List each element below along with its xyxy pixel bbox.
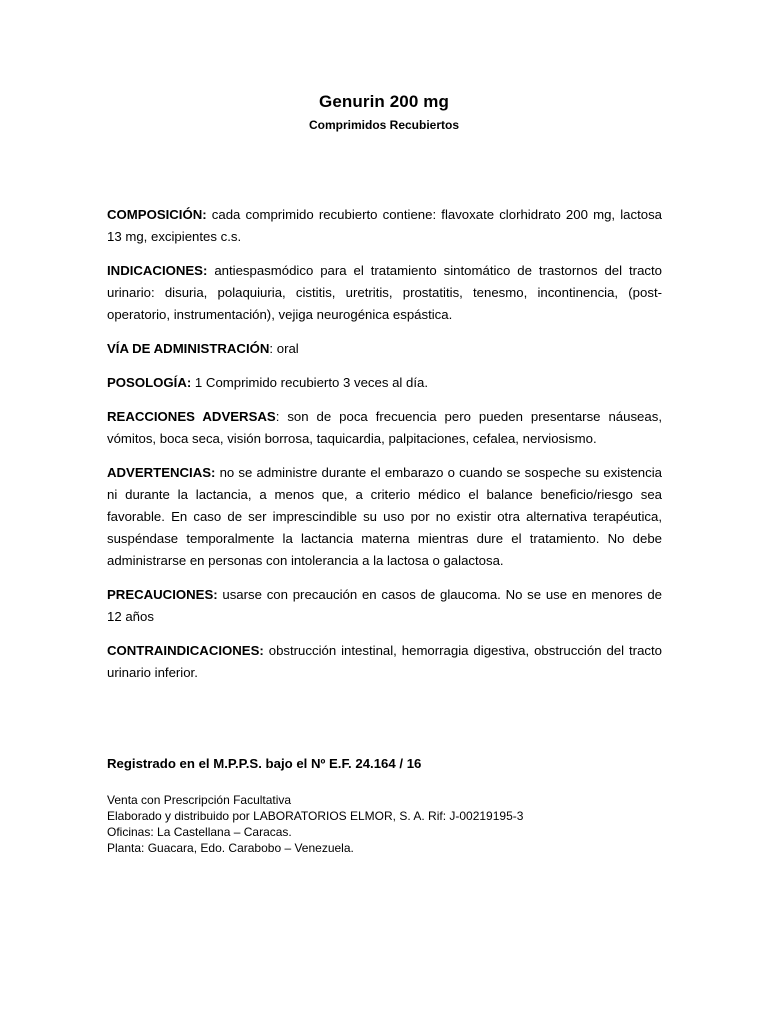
section-reacciones-adversas	[107, 406, 662, 450]
section-label: POSOLOGÍA:	[107, 375, 192, 390]
section-indicaciones	[107, 260, 662, 326]
footer-plant: Planta: Guacara, Edo. Carabobo – Venezuela.	[107, 841, 354, 855]
section-label: REACCIONES ADVERSAS	[107, 409, 276, 424]
section-label: ADVERTENCIAS:	[107, 465, 216, 480]
section-text: no se administre durante el embarazo o cuando se sospeche su existencia ni durante la lactancia, a menos que, a criterio médico el balance beneficio/riesgo sea favorable. En caso de ser imprescindible su uso por no existir otra alternativa terapéutica, suspéndase temporalmente la lactancia materna mientras dure el tratamiento. No debe administrarse en personas con intolerancia a la lactosa o galactosa.	[107, 465, 662, 568]
section-contraindicaciones	[107, 640, 662, 684]
section-via-administracion	[107, 338, 662, 360]
document-body	[107, 204, 662, 696]
section-label: CONTRAINDICACIONES:	[107, 643, 264, 658]
section-text: cada comprimido recubierto contiene: flavoxate clorhidrato 200 mg, lactosa 13 mg, excipientes c.s.	[107, 207, 662, 244]
section-text: usarse con precaución en casos de glaucoma. No se use en menores de 12 años	[107, 587, 662, 624]
footer-block	[107, 792, 662, 856]
section-text: : oral	[269, 341, 299, 356]
registration-line: Registrado en el M.P.P.S. bajo el Nº E.F. 24.164 / 16	[107, 756, 422, 771]
section-text: 1 Comprimido recubierto 3 veces al día.	[191, 375, 429, 390]
document-title: Genurin 200 mg	[319, 92, 449, 111]
section-label: PRECAUCIONES:	[107, 587, 218, 602]
section-label: COMPOSICIÓN:	[107, 207, 207, 222]
section-text: antiespasmódico para el tratamiento sintomático de trastornos del tracto urinario: disuria, polaquiuria, cistitis, uretritis, prostatitis, tenesmo, incontinencia, (post-operatorio, instrumentación), vejiga neurogénica espástica.	[107, 263, 662, 322]
footer-sale-condition: Venta con Prescripción Facultativa	[107, 793, 292, 807]
section-posologia	[107, 372, 662, 394]
section-composicion	[107, 204, 662, 248]
section-text: obstrucción intestinal, hemorragia digestiva, obstrucción del tracto urinario inferior.	[107, 643, 662, 680]
section-advertencias	[107, 462, 662, 572]
footer-manufacturer: Elaborado y distribuido por LABORATORIOS ELMOR, S. A. Rif: J-00219195-3	[107, 809, 524, 823]
document-subtitle: Comprimidos Recubiertos	[308, 118, 460, 132]
section-text: : son de poca frecuencia pero pueden presentarse náuseas, vómitos, boca seca, visión borrosa, taquicardia, palpitaciones, cefalea, nerviosismo.	[107, 409, 662, 446]
footer-offices: Oficinas: La Castellana – Caracas.	[107, 825, 292, 839]
section-label: VÍA DE ADMINISTRACIÓN	[107, 341, 270, 356]
section-precauciones	[107, 584, 662, 628]
section-label: INDICACIONES:	[107, 263, 208, 278]
